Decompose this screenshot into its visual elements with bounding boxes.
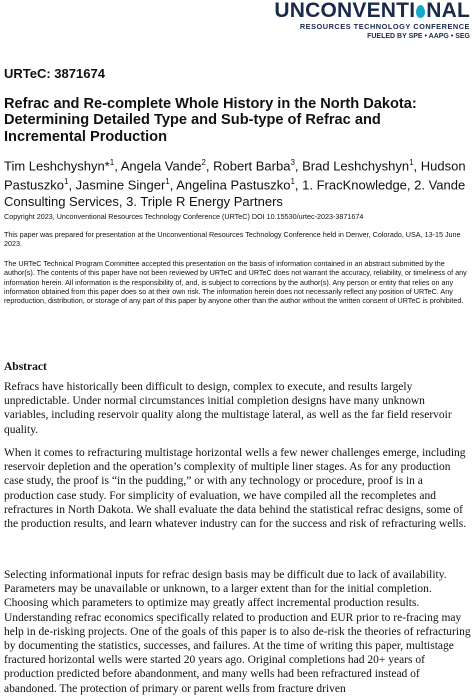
- author: Angela Vande: [120, 158, 202, 174]
- logo-subtitle: RESOURCES TECHNOLOGY CONFERENCE: [299, 22, 470, 31]
- drop-icon: [416, 5, 425, 18]
- abstract-paragraph-2: When it comes to refracturing multistage horizontal wells a few newer challenges emerge, including reservoir depletion and the operation’s complexity of multiple liner stages. As for any production case study, the proof is “in the pudding,” or with any technology or procedure, proof is in a production case study. For simplicity of evaluation, we have compiled all the recompletes and refractures in North Dakota. We shall evaluate the data behind the statistical refrac designs, some of the production results, and learn whatever industry can for the success and risk of refracturing wells.: [4, 447, 467, 531]
- author: Robert Barba: [213, 158, 291, 174]
- author: Angelina Pastuszko: [176, 177, 291, 193]
- presentation-note: This paper was prepared for presentation at the Unconventional Resources Technology Conference held in Denver, Colorado, USA, 13-15 June 2023.: [4, 230, 461, 249]
- logo-fueled-by: FUELED BY SPE • AAPG • SEG: [367, 33, 470, 40]
- author-list: Tim Leshchyshyn*$^1$, Angela Vande$^2$, Robert Barba$^3$, Brad Leshchyshyn$^1$, Hudson Pastuszko$^1$, Jasmine Singer$^1$, Angelina Pastuszko$^1$, 1. FracKnowledge, 2. Vande Consulting Services, 3. Triple R Energy Partners: [4, 158, 466, 209]
- affiliations: 1. FracKnowledge, 2. Vande Consulting Services, 3. Triple R Energy Partners: [4, 177, 466, 209]
- author: Hudson Pastuszko: [4, 158, 466, 193]
- abstract-paragraph-3: Selecting informational inputs for refrac design basis may be difficult due to lack of availability. Parameters may be unavailable or unknown, to a larger extent than for the initial completion. Choosing which parameters to optimize may greatly affect incremental production results. Understanding refrac economics specifically related to production and EUR prior to re-fracing may help in de-risking projects. One of the goals of this paper is to also de-risk the theories of refracturing by documenting the statistics, successes, and failures. At the time of writing this paper, multistage fractured horizontal wells were started 20 years ago. Original completions had 20+ years of production predicted before abandonment, and many wells had been refractured instead of abandoned. The protection of primary or parent wells from fracture driven: [4, 569, 471, 695]
- author: Tim Leshchyshyn*: [4, 158, 110, 174]
- abstract-heading: Abstract: [4, 361, 47, 373]
- author: Jasmine Singer: [75, 177, 166, 193]
- author: Brad Leshchyshyn: [302, 158, 410, 174]
- committee-disclaimer: The URTeC Technical Program Committee accepted this presentation on the basis of information contained in an abstract submitted by the author(s). The contents of this paper have not been reviewed by URTeC and URTeC does not warrant the accuracy, reliability, or timeliness of any information herein. All information is the responsibility of, and, is subject to corrections by the author(s). Any person or entity that relies on any information obtained from this paper does so at their own risk. The information herein does not necessarily reflect any position of URTeC. Any reproduction, distribution, or storage of any part of this paper by anyone other than the author without the written consent of URTeC is prohibited.: [4, 259, 467, 306]
- copyright-notice: Copyright 2023, Unconventional Resources Technology Conference (URTeC) DOI 10.15530/urtec-2023-3871674: [4, 212, 364, 221]
- paper-id: URTeC: 3871674: [4, 66, 105, 81]
- paper-title: Refrac and Re-complete Whole History in the North Dakota: Determining Detailed Type and Sub-type of Refrac and Incremental Production: [4, 96, 417, 145]
- logo-wordmark: UNCONVENTI NAL: [274, 0, 470, 22]
- conference-logo: [260, 0, 470, 46]
- abstract-paragraph-1: Refracs have historically been difficult to design, complex to execute, and results largely unpredictable. Under normal circumstances initial completion designs have many unknown variables, including reservoir quality along the multistage lateral, as well as the far field reservoir quality.: [4, 381, 452, 436]
